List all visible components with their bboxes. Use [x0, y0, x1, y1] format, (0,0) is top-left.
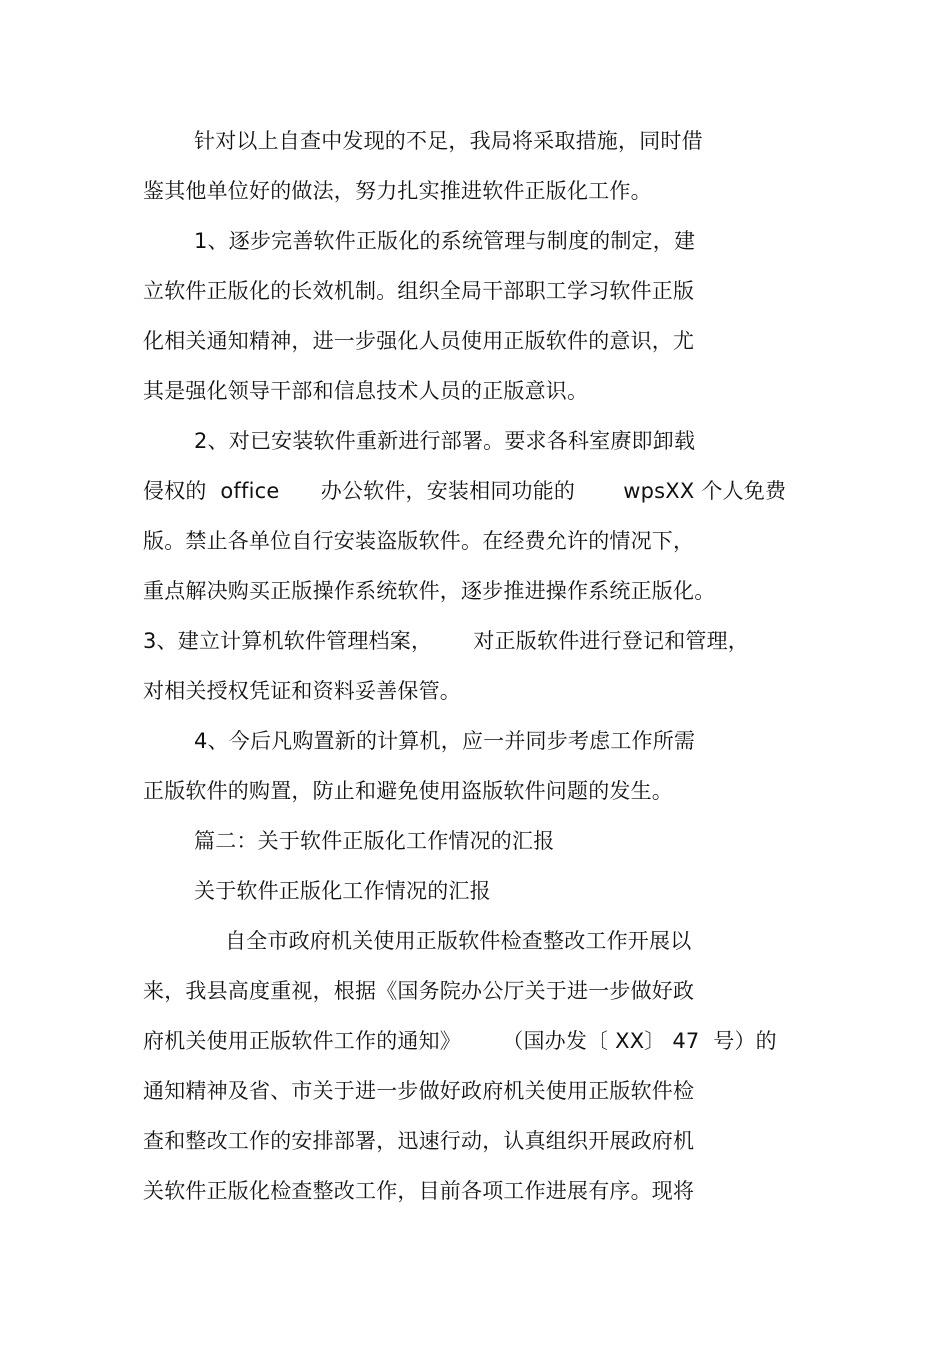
text-line: 立软件正版化的长效机制。组织全局干部职工学习软件正版 [143, 279, 695, 303]
text-line: 查和整改工作的安排部署，迅速行动，认真组织开展政府机 [143, 1129, 695, 1153]
text-line: 针对以上自查中发现的不足，我局将采取措施，同时借 [194, 129, 703, 153]
text-line: 关软件正版化检查整改工作，目前各项工作进展有序。现将 [143, 1179, 695, 1203]
text-line: 来，我县高度重视，根据《国务院办公厅关于进一步做好政 [143, 979, 695, 1003]
text-line: 化相关通知精神，进一步强化人员使用正版软件的意识，尤 [143, 329, 695, 353]
text-line: 2、对已安装软件重新进行部署。要求各科室赓即卸载 [194, 429, 696, 453]
document-heading: 关于软件正版化工作情况的汇报 [194, 879, 491, 903]
text-line: 正版软件的购置，防止和避免使用盗版软件问题的发生。 [143, 779, 673, 803]
text-line: 对相关授权凭证和资料妥善保管。 [143, 679, 461, 703]
text-line: 其是强化领导干部和信息技术人员的正版意识。 [143, 379, 589, 403]
text-line: 3、建立计算机软件管理档案， 对正版软件进行登记和管理， [143, 629, 750, 653]
text-line: 重点解决购买正版操作系统软件，逐步推进操作系统正版化。 [143, 579, 716, 603]
text-line: 鉴其他单位好的做法，努力扎实推进软件正版化工作。 [143, 179, 652, 203]
text-line: 府机关使用正版软件工作的通知》 （国办发〔 XX〕 47 号）的 [143, 1029, 777, 1053]
text-line: 4、今后凡购置新的计算机，应一并同步考虑工作所需 [194, 729, 696, 753]
text-line: 侵权的 office 办公软件，安装相同功能的 wpsXX 个人免费 [143, 479, 787, 503]
text-line: 自全市政府机关使用正版软件检查整改工作开展以 [225, 929, 692, 953]
text-line: 通知精神及省、市关于进一步做好政府机关使用正版软件检 [143, 1079, 695, 1103]
text-line: 1、逐步完善软件正版化的系统管理与制度的制定，建 [194, 229, 696, 253]
section-title: 篇二：关于软件正版化工作情况的汇报 [194, 829, 555, 853]
text-line: 版。禁止各单位自行安装盗版软件。在经费允许的情况下， [143, 529, 695, 553]
